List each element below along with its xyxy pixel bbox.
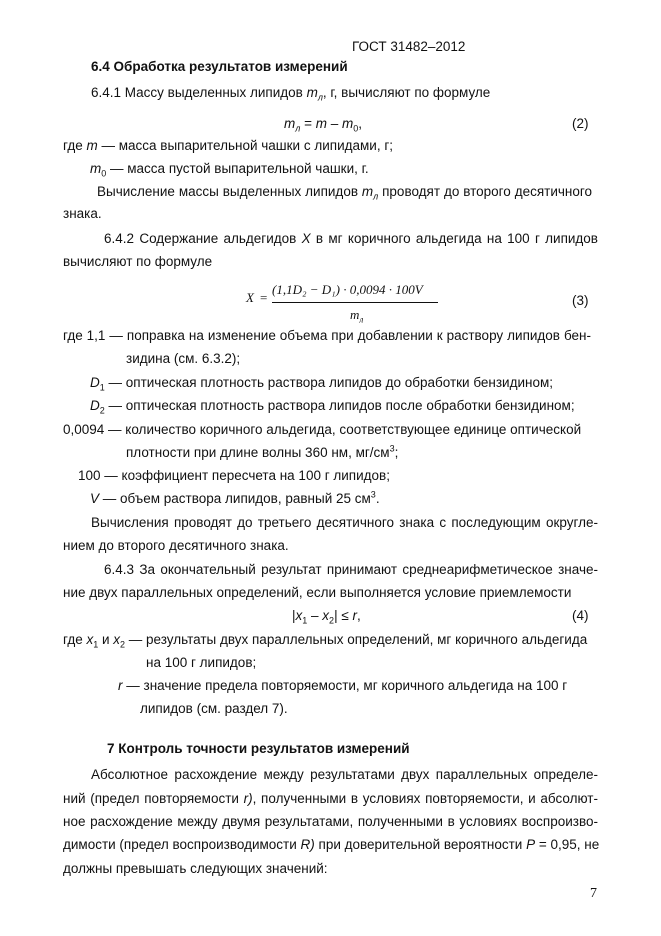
- section-7-line-2: ний (предел повторяемости r), полученными в условиях повторяемости, и абсолют-: [63, 791, 598, 806]
- paragraph-6-4-3-line-1: 6.4.3 За окончательный результат принимают среднеарифметическое значе-: [104, 562, 598, 577]
- formula-3-fraction-bar: [272, 302, 438, 303]
- paragraph-6-4-2-line-1: 6.4.2 Содержание альдегидов X в мг коричного альдегида на 100 г липидов: [104, 231, 598, 246]
- section-7-line-5: должны превышать следующих значений:: [63, 861, 328, 876]
- where-1-1-line-1: где 1,1 — поправка на изменение объема при добавлении к раствору липидов бен-: [63, 328, 591, 343]
- where-0094-line-1: 0,0094 — количество коричного альдегида, соответствующее единице оптической: [63, 422, 582, 437]
- where-m: где m — масса выпарительной чашки с липидами, г;: [63, 138, 393, 153]
- section-7-line-4: димости (предел воспроизводимости R) при доверительной вероятности P = 0,95, не: [63, 837, 600, 852]
- where-m0: $m_0$ — масса пустой выпарительной чашки, г.: [90, 161, 369, 179]
- formula-3-denominator: $m_л$: [350, 307, 364, 325]
- where-100: 100 — коэффициент пересчета на 100 г липидов;: [78, 468, 390, 483]
- calc-third-line-1: Вычисления проводят до третьего десятичного знака с последующим округле-: [91, 515, 598, 530]
- formula-3-numerator: (1,1D₂ − D₁) · 0,0094 · 100V: [272, 282, 423, 297]
- section-heading-6-4: 6.4 Обработка результатов измерений: [91, 59, 348, 74]
- where-x1-x2-line-2: на 100 г липидов;: [146, 655, 257, 670]
- page-number: 7: [590, 886, 597, 901]
- where-x1-x2-line-1: где $x_1$ и $x_2$ — результаты двух параллельных определений, мг коричного альдегида: [63, 632, 588, 650]
- where-v: V — объем раствора липидов, равный 25 $см^3$.: [90, 489, 380, 506]
- formula-3-fraction: [272, 282, 438, 325]
- where-0094-line-2: плотности при длине волны 360 нм, $мг/см^3$;: [126, 443, 399, 460]
- formula-3-number: (3): [572, 293, 589, 308]
- where-1-1-line-2: зидина (см. 6.3.2);: [126, 351, 241, 366]
- calc-mass-line-1: Вычисление массы выделенных липидов $m_л$ проводят до второго десятичного: [97, 184, 592, 202]
- where-r-line-1: r — значение предела повторяемости, мг коричного альдегида на 100 г: [118, 678, 568, 693]
- where-d2: $D_2$ — оптическая плотность раствора липидов после обработки бензидином;: [90, 398, 575, 416]
- calc-third-line-2: нием до второго десятичного знака.: [63, 538, 289, 553]
- formula-3-lhs: X: [246, 290, 254, 305]
- calc-mass-line-2: знака.: [63, 206, 102, 221]
- where-d1: $D_1$ — оптическая плотность раствора липидов до обработки бензидином;: [90, 375, 554, 393]
- formula-2: $m_л = m - m_0$,: [284, 116, 363, 134]
- where-r-line-2: липидов (см. раздел 7).: [140, 701, 288, 716]
- section-7-line-1: Абсолютное расхождение между результатами двух параллельных определе-: [91, 767, 598, 782]
- formula-4-number: (4): [572, 608, 589, 623]
- formula-3-equals: =: [260, 290, 268, 305]
- section-heading-7: 7 Контроль точности результатов измерений: [107, 741, 410, 756]
- paragraph-6-4-2-line-2: вычисляют по формуле: [63, 254, 213, 269]
- paragraph-6-4-1: 6.4.1 Массу выделенных липидов $m_л$, г, вычисляют по формуле: [91, 85, 491, 103]
- standard-code: ГОСТ 31482–2012: [352, 39, 466, 54]
- section-7-line-3: ное расхождение между двумя результатами, полученными в условиях воспроизво-: [63, 814, 598, 829]
- paragraph-6-4-3-line-2: ние двух параллельных определений, если выполняется условие приемлемости: [63, 585, 572, 600]
- formula-2-number: (2): [572, 116, 589, 131]
- formula-4: $|x_1 - x_2| \le r$,: [292, 608, 361, 626]
